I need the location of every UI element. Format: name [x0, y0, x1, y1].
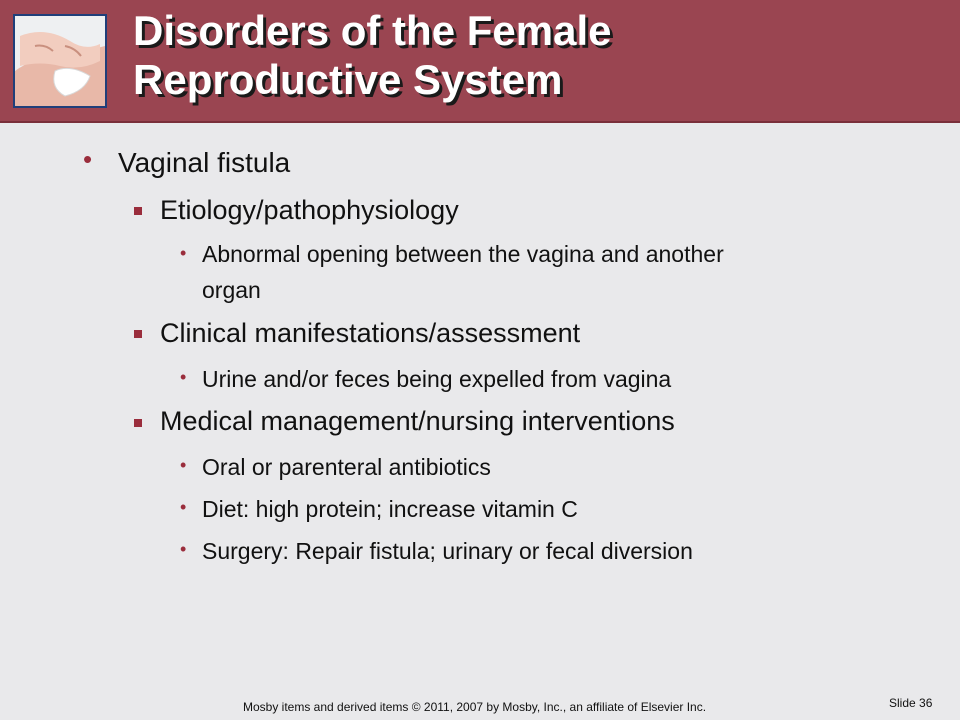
slide-number: Slide 36 [889, 696, 933, 710]
section-heading: Clinical manifestations/assessment [160, 318, 581, 348]
section-heading: Etiology/pathophysiology [160, 195, 459, 225]
bullet-square-icon [134, 419, 142, 427]
list-item: Diet: high protein; increase vitamin C [202, 496, 578, 522]
bullet-small-icon: • [180, 455, 187, 475]
bullet-dot-icon: • [83, 144, 93, 174]
slide-title [133, 6, 933, 104]
hands-with-gauze-photo-icon [13, 14, 107, 108]
title-bar-divider [0, 121, 960, 123]
bullet-small-icon: • [180, 497, 187, 517]
topic-heading: Vaginal fistula [118, 147, 291, 178]
footer [0, 698, 960, 720]
title-line-2: Reproductive System [133, 56, 563, 103]
bullet-square-icon [134, 330, 142, 338]
list-item-continuation: organ [202, 277, 261, 303]
bullet-small-icon: • [180, 243, 187, 263]
title-line-1: Disorders of the Female [133, 7, 612, 54]
list-item: Urine and/or feces being expelled from vagina [202, 366, 672, 392]
bullet-small-icon: • [180, 539, 187, 559]
bullet-square-icon [134, 207, 142, 215]
list-item: Oral or parenteral antibiotics [202, 454, 491, 480]
section-heading: Medical management/nursing interventions [160, 406, 675, 436]
copyright-credit: Mosby items and derived items © 2011, 2007 by Mosby, Inc., an affiliate of Elsevier Inc. [243, 700, 707, 714]
bullet-small-icon: • [180, 367, 187, 387]
list-item: Surgery: Repair fistula; urinary or fecal diversion [202, 538, 693, 564]
list-item: Abnormal opening between the vagina and another [202, 241, 724, 267]
